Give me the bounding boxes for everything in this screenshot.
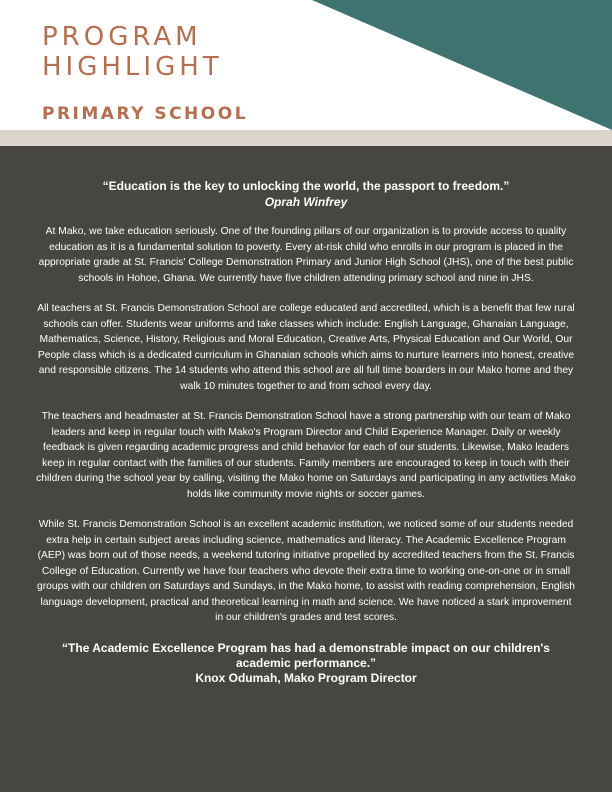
paragraph-4: While St. Francis Demonstration School is an excellent academic institution, we noticed some of our students needed extra help in certain subject areas including science, mathematics and literacy. The Academic Excellence Program (AEP) was born out of those needs, a weekend tutoring initiative propelled by accredited teachers from the St. Francis College of Education. Currently we have four teachers who devote their extra time to working one-on-one or in small groups with our children on Saturdays and Sundays, in the Mako home, to assist with reading comprehension, English language development, practical and theoretical learning in math and science. We have noticed a stark improvement in our children's grades and test scores. xyxy=(36,519,576,623)
title-line-2: HIGHLIGHT xyxy=(42,52,223,82)
paragraph-1: At Mako, we take education seriously. One of the founding pillars of our organization is to provide access to quality education as it is a fundamental solution to poverty. Every at-risk child who enrolls in our program is placed in the appropriate grade at St. Francis' College Demonstration Primary and Junior High School (JHS), one of the best public schools in Hohoe, Ghana. We currently have five children attending primary school and nine in JHS. xyxy=(38,226,574,284)
closing-quote: “The Academic Excellence Program has had a demonstrable impact on our children's academic performance.” xyxy=(62,640,550,670)
content-panel xyxy=(0,146,612,792)
page-subtitle: PRIMARY SCHOOL xyxy=(42,104,249,124)
title-line-1: PROGRAM xyxy=(42,22,202,52)
paragraph-3: The teachers and headmaster at St. Francis Demonstration School have a strong partnership with our team of Mako leaders and keep in regular touch with Mako's Program Director and Child Experience Manager. Daily or weekly feedback is given regarding academic progress and child behavior for each of our students. Likewise, Mako leaders keep in regular contact with the families of our students. Family members are encouraged to keep in touch with their children during the school year by calling, visiting the Mako home on Saturdays and participating in any activities Mako holds like community movie nights or soccer games. xyxy=(36,411,576,500)
opening-quote: “Education is the key to unlocking the world, the passport to freedom.” xyxy=(102,179,510,193)
page-title xyxy=(42,22,223,82)
teal-corner-graphic xyxy=(312,0,612,130)
divider-stripe xyxy=(0,130,612,146)
page-header xyxy=(0,0,612,130)
opening-quote-author: Oprah Winfrey xyxy=(264,195,348,209)
paragraph-2: All teachers at St. Francis Demonstration School are college educated and accredited, which is a benefit that few rural schools can offer. Students wear uniforms and take classes which include: English Language, Ghanaian Language, Mathematics, Science, History, Religious and Moral Education, Creative Arts, Physical Education and Our World, Our People class which is a dedicated curriculum in Ghanaian schools which aims to nurture learners into honest, creative and responsible citizens. The 14 students who attend this school are all full time boarders in our Mako home and they walk 10 minutes together to and from school every day. xyxy=(37,303,575,392)
closing-quote-author: Knox Odumah, Mako Program Director xyxy=(195,670,417,685)
